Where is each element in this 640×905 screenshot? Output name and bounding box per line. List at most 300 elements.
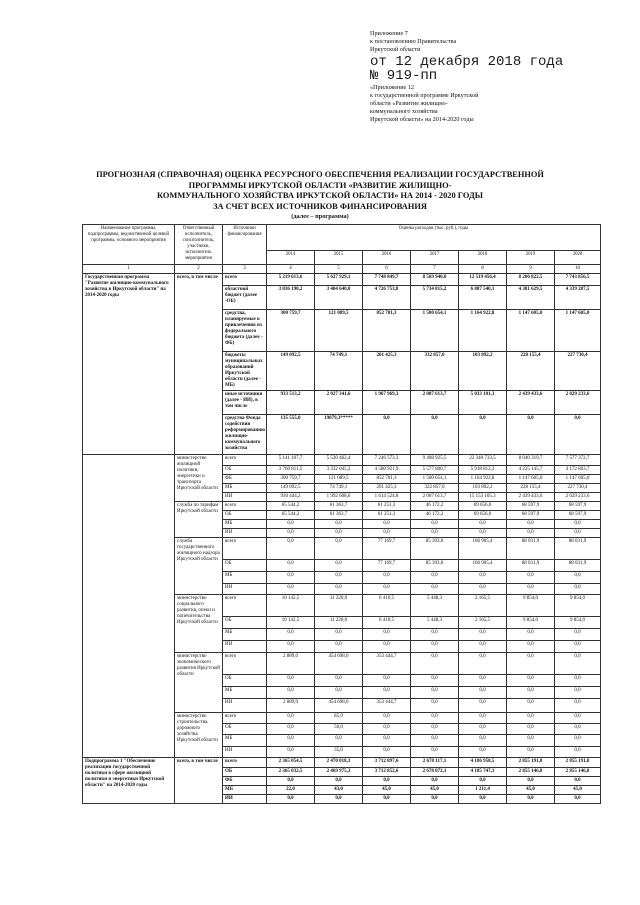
amount-cell: 10 142,5	[267, 617, 315, 629]
amount-cell: 2 165,5	[459, 595, 507, 617]
title-line: ЗА СЧЕТ ВСЕХ ИСТОЧНИКОВ ФИНАНСИРОВАНИЯ	[213, 201, 427, 211]
amount-cell: 7 748 849,7	[363, 274, 411, 286]
amount-cell: 0,0	[555, 572, 601, 584]
amount-cell: 300 759,7	[267, 310, 315, 352]
amount-cell: 0,0	[411, 724, 459, 735]
source-cell: всего	[223, 758, 267, 768]
amount-cell: 2 365 032,5	[267, 768, 315, 777]
amount-cell: 8 569 940,0	[411, 274, 459, 286]
appendix-line: Приложение 7	[370, 30, 408, 37]
amount-cell: 2 855 191,8	[507, 758, 555, 768]
amount-cell: 5 141 107,7	[267, 455, 315, 466]
amount-cell: 50,0	[315, 724, 363, 735]
amount-cell: 0,0	[411, 713, 459, 724]
amount-cell: 0,0	[411, 529, 459, 538]
source-cell: ИИ	[223, 795, 267, 804]
amount-cell: 0,0	[555, 747, 601, 758]
column-number: 3	[223, 265, 267, 274]
amount-cell: 227 730,4	[555, 352, 601, 391]
amount-cell: 5 918 812,2	[459, 466, 507, 475]
amount-cell: 0,0	[507, 584, 555, 595]
amount-cell: 5 520 462,4	[315, 455, 363, 466]
amount-cell: 0,0	[267, 777, 315, 786]
amount-cell: 15 153 105,3	[459, 493, 507, 502]
source-cell: ОБ	[223, 675, 267, 687]
amount-cell: 0,0	[267, 747, 315, 758]
amount-cell: 35,0	[315, 747, 363, 758]
amount-cell: 2 165,5	[459, 617, 507, 629]
amount-cell: 0,0	[507, 520, 555, 529]
amount-cell: 0,0	[555, 520, 601, 529]
header-year: 2020	[555, 251, 601, 265]
amount-cell: 2 855 146,8	[507, 768, 555, 777]
amount-cell: 3 332 045,2	[315, 466, 363, 475]
amount-cell: 85 393,0	[411, 560, 459, 572]
amount-cell: 61 363,7	[315, 502, 363, 511]
amount-cell: 46 172,2	[411, 511, 459, 520]
column-number: 2	[175, 265, 223, 274]
amount-cell: 0,0	[267, 584, 315, 595]
source-cell: ИИ	[223, 747, 267, 758]
executor-cell: министерство жилищной политики, энергетики и транспорта Иркутской области	[175, 455, 223, 502]
amount-cell: 4 339 287,5	[555, 286, 601, 310]
source-cell: средства Фонда содействия реформированию жилищно-коммунального хозяйства	[223, 415, 267, 455]
amount-cell: 228 155,4	[507, 484, 555, 493]
amount-cell: 85 393,0	[411, 538, 459, 560]
amount-cell: 7 743 856,5	[555, 274, 601, 286]
amount-cell: 2 027 341,6	[315, 391, 363, 415]
column-number: 6	[363, 265, 411, 274]
amount-cell: 11 220,0	[315, 617, 363, 629]
header-executor: Ответственный исполнитель, соисполнитель, участники, исполнитель мероприятия	[175, 225, 223, 265]
amount-cell: 88 031,9	[555, 560, 601, 572]
source-cell: всего	[223, 538, 267, 560]
amount-cell: 0,0	[411, 584, 459, 595]
amount-cell: 103 892,2	[459, 352, 507, 391]
title-line: ПРОГРАММЫ ИРКУТСКОЙ ОБЛАСТИ «РАЗВИТИЕ ЖИЛИЩНО-	[188, 180, 452, 190]
column-number: 9	[507, 265, 555, 274]
amount-cell: 0,0	[459, 584, 507, 595]
amount-cell: 0,0	[315, 520, 363, 529]
amount-cell: 1 164 922,8	[459, 475, 507, 484]
amount-cell: 0,0	[363, 747, 411, 758]
amount-cell: 0,0	[459, 747, 507, 758]
amount-cell: 0,0	[459, 735, 507, 747]
title-line: КОММУНАЛЬНОГО ХОЗЯЙСТВА ИРКУТСКОЙ ОБЛАСТИ» НА 2014 - 2020 ГОДЫ	[157, 191, 483, 201]
amount-cell: 2 855 191,8	[555, 758, 601, 768]
amount-cell: 0,0	[315, 529, 363, 538]
source-cell: ФБ	[223, 475, 267, 484]
amount-cell: 88 031,9	[555, 538, 601, 560]
amount-cell: 4 381 629,5	[507, 286, 555, 310]
amount-cell: 0,0	[363, 777, 411, 786]
source-cell: всего	[223, 595, 267, 617]
amount-cell: 0,0	[555, 777, 601, 786]
amount-cell: 1 147 605,0	[555, 475, 601, 484]
amount-cell: 4 186 958,5	[459, 758, 507, 768]
amount-cell: 2 439 433,6	[507, 493, 555, 502]
amount-cell: 0,0	[411, 415, 459, 455]
amount-cell: 74 749,1	[315, 352, 363, 391]
source-cell: ФБ	[223, 777, 267, 786]
amount-cell: 852 701,3	[363, 310, 411, 352]
amount-cell: 103 892,2	[459, 484, 507, 493]
header-program: Наименование программы, подпрограммы, ведомственной целевой программы, основного мероприятия	[83, 225, 175, 265]
amount-cell: 0,0	[267, 629, 315, 641]
amount-cell: 6 887 540,1	[459, 286, 507, 310]
source-cell: ИИ	[223, 529, 267, 538]
amount-cell: 3 836 190,2	[267, 286, 315, 310]
source-cell: всего	[223, 653, 267, 675]
amount-cell: 0,0	[363, 713, 411, 724]
amount-cell: 0,0	[555, 699, 601, 713]
amount-cell: 0,0	[315, 560, 363, 572]
amount-cell: 2 007 613,7	[411, 391, 459, 415]
source-cell: ОБ	[223, 724, 267, 735]
amount-cell: 5 577 800,7	[411, 466, 459, 475]
amount-cell: 0,0	[411, 795, 459, 804]
amount-cell: 4 726 753,8	[363, 286, 411, 310]
amount-cell: 0,0	[411, 687, 459, 699]
amount-cell: 0,0	[459, 653, 507, 675]
amount-cell: 0,0	[507, 713, 555, 724]
amount-cell: 45,0	[363, 786, 411, 795]
source-cell: ОБ	[223, 466, 267, 475]
amount-cell: 149 092,5	[267, 484, 315, 493]
appendix-line: к постановлению Правительства	[370, 38, 457, 46]
table-row	[83, 274, 601, 286]
amount-cell: 46 172,2	[411, 502, 459, 511]
amount-cell: 852 701,3	[363, 475, 411, 484]
amount-cell: 149 092,5	[267, 352, 315, 391]
amount-cell: 0,0	[459, 529, 507, 538]
amount-cell: 0,0	[315, 538, 363, 560]
amount-cell: 4 580 921,9	[363, 466, 411, 475]
amount-cell: 0,0	[555, 687, 601, 699]
amount-cell: 201 425,3	[363, 484, 411, 493]
amount-cell: 0,0	[315, 795, 363, 804]
program-name-cell: Подпрограмма 1 "Обеспечение реализации государственной политики в сфере жилищной политики и энергетики Иркутской области" на 2014-2020 годы	[83, 758, 175, 804]
amount-cell: 0,0	[267, 641, 315, 653]
amount-cell: 74 749,1	[315, 484, 363, 493]
amount-cell: 0,0	[267, 713, 315, 724]
amount-cell: 0,0	[459, 795, 507, 804]
amount-cell: 0,0	[315, 735, 363, 747]
amount-cell: 0,0	[459, 520, 507, 529]
appendix-line: Иркутской области» на 2014-2020 годы	[370, 116, 474, 124]
source-cell: бюджеты муниципальных образований Иркутской области (далее - МБ)	[223, 352, 267, 391]
amount-cell: 2 365 054,5	[267, 758, 315, 768]
program-name-cell-empty	[83, 455, 175, 758]
amount-cell: 85,0	[315, 713, 363, 724]
amount-cell: 0,0	[555, 529, 601, 538]
amount-cell: 0,0	[267, 675, 315, 687]
amount-cell: 5 448,3	[411, 595, 459, 617]
amount-cell: 9 854,0	[555, 617, 601, 629]
amount-cell: 0,0	[555, 415, 601, 455]
amount-cell: 3 712 897,6	[363, 758, 411, 768]
appendix-block	[370, 30, 610, 125]
amount-cell: 0,0	[507, 735, 555, 747]
amount-cell: 1 967 969,3	[363, 391, 411, 415]
amount-cell: 0,0	[459, 641, 507, 653]
amount-cell: 454 698,0	[315, 653, 363, 675]
amount-cell: 0,0	[507, 529, 555, 538]
amount-cell: 2 470 018,3	[315, 758, 363, 768]
amount-cell: 0,0	[411, 777, 459, 786]
amount-cell: 65 544,2	[267, 511, 315, 520]
amount-cell: 0,0	[507, 572, 555, 584]
amount-cell: 9 854,0	[555, 595, 601, 617]
amount-cell: 0,0	[363, 687, 411, 699]
amount-cell: 930 444,2	[267, 493, 315, 502]
amount-cell: 0,0	[363, 529, 411, 538]
amount-cell: 4 185 747,1	[459, 768, 507, 777]
amount-cell: 0,0	[411, 520, 459, 529]
amount-cell: 22 340 733,5	[459, 455, 507, 466]
source-cell: МБ	[223, 629, 267, 641]
amount-cell: 0,0	[363, 675, 411, 687]
source-cell: всего	[223, 502, 267, 511]
amount-cell: 135 555,0	[267, 415, 315, 455]
amount-cell: 3 712 852,6	[363, 768, 411, 777]
executor-cell: министерство социального развития, опеки и попечительства Иркутской области	[175, 595, 223, 653]
amount-cell: 5 219 613,6	[267, 274, 315, 286]
amount-cell: 65 544,2	[267, 502, 315, 511]
amount-cell: 2 889,0	[267, 699, 315, 713]
amount-cell: 19079,3*****	[315, 415, 363, 455]
column-number: 1	[83, 265, 175, 274]
amount-cell: 88 031,9	[507, 538, 555, 560]
amount-cell: 69 656,0	[459, 502, 507, 511]
amount-cell: 0,0	[411, 699, 459, 713]
amount-cell: 5 627 929,1	[315, 274, 363, 286]
amount-cell: 0,0	[267, 538, 315, 560]
amount-cell: 0,0	[507, 795, 555, 804]
amount-cell: 2 469 975,3	[315, 768, 363, 777]
amount-cell: 0,0	[459, 675, 507, 687]
source-cell: ИИ	[223, 641, 267, 653]
amount-cell: 68 597,9	[507, 502, 555, 511]
amount-cell: 0,0	[411, 675, 459, 687]
amount-cell: 0,0	[363, 572, 411, 584]
amount-cell: 0,0	[507, 675, 555, 687]
amount-cell: 0,0	[315, 584, 363, 595]
amount-cell: 0,0	[363, 520, 411, 529]
amount-cell: 1 147 605,0	[555, 310, 601, 352]
amount-cell: 0,0	[459, 724, 507, 735]
amount-cell: 5 448,3	[411, 617, 459, 629]
executor-cell: служба государственного жилищного надзора Иркутской области	[175, 538, 223, 595]
source-cell: всего	[223, 274, 267, 286]
amount-cell: 0,0	[459, 629, 507, 641]
amount-cell: 454 698,0	[315, 699, 363, 713]
amount-cell: 0,0	[315, 675, 363, 687]
amount-cell: 8 206 822,5	[507, 274, 555, 286]
executor-cell: министерство строительства, дорожного хозяйства Иркутской области	[175, 713, 223, 758]
amount-cell: 1 614 524,8	[363, 493, 411, 502]
amount-cell: 1 147 605,0	[507, 310, 555, 352]
amount-cell: 0,0	[411, 572, 459, 584]
amount-cell: 0,0	[555, 675, 601, 687]
amount-cell: 22,0	[267, 786, 315, 795]
amount-cell: 0,0	[459, 415, 507, 455]
amount-cell: 0,0	[507, 641, 555, 653]
amount-cell: 2 889,0	[267, 653, 315, 675]
executor-cell: всего, в том числе	[175, 274, 223, 455]
amount-cell: 77 169,7	[363, 538, 411, 560]
source-cell: ОБ	[223, 560, 267, 572]
title-line: ПРОГНОЗНАЯ (СПРАВОЧНАЯ) ОЦЕНКА РЕСУРСНОГО ОБЕСПЕЧЕНИЯ РЕАЛИЗАЦИИ ГОСУДАРСТВЕННОЙ	[96, 170, 544, 179]
amount-cell: 68 597,9	[555, 511, 601, 520]
amount-cell: 0,0	[363, 795, 411, 804]
executor-cell: всего, в том числе	[175, 758, 223, 804]
amount-cell: 0,0	[363, 415, 411, 455]
title-note: (далее – программа)	[291, 213, 349, 221]
amount-cell: 0,0	[267, 795, 315, 804]
amount-cell: 1 147 605,0	[507, 475, 555, 484]
amount-cell: 69 656,0	[459, 511, 507, 520]
amount-cell: 8 040 319,7	[507, 455, 555, 466]
amount-cell: 43,0	[315, 786, 363, 795]
appendix-line: области «Развитие жилищно-	[370, 100, 448, 108]
amount-cell: 0,0	[555, 584, 601, 595]
header-year: 2018	[459, 251, 507, 265]
executor-cell: служба по тарифам Иркутской области	[175, 502, 223, 538]
resource-estimate-table	[82, 224, 601, 804]
amount-cell: 88 031,9	[507, 560, 555, 572]
amount-cell: 0,0	[267, 520, 315, 529]
appendix-line: Иркутской области	[370, 46, 421, 54]
header-year: 2019	[507, 251, 555, 265]
amount-cell: 0,0	[363, 735, 411, 747]
amount-cell: 9 408 925,5	[411, 455, 459, 466]
column-number: 8	[459, 265, 507, 274]
amount-cell: 1 211,4	[459, 786, 507, 795]
amount-cell: 0,0	[555, 735, 601, 747]
amount-cell: 228 155,4	[507, 352, 555, 391]
amount-cell: 0,0	[507, 415, 555, 455]
amount-cell: 0,0	[411, 653, 459, 675]
source-cell: МБ	[223, 520, 267, 529]
appendix-line: «Приложение 12	[370, 83, 415, 91]
amount-cell: 0,0	[267, 560, 315, 572]
amount-cell: 0,0	[507, 747, 555, 758]
amount-cell: 0,0	[459, 572, 507, 584]
amount-cell: 300 759,7	[267, 475, 315, 484]
column-number: 10	[555, 265, 601, 274]
resolution-number-stamp: № 919-пп	[370, 67, 438, 84]
resolution-date-stamp: от 12 декабря 2018 года	[370, 53, 564, 70]
amount-cell: 77 169,7	[363, 560, 411, 572]
amount-cell: 0,0	[507, 777, 555, 786]
source-cell: всего	[223, 455, 267, 466]
amount-cell: 45,0	[555, 786, 601, 795]
source-cell: ИИ	[223, 584, 267, 595]
table-row	[83, 758, 601, 768]
source-cell: МБ	[223, 572, 267, 584]
table-body	[83, 274, 601, 804]
appendix-line: коммунального хозяйства	[370, 108, 438, 116]
source-cell: ОБ	[223, 511, 267, 520]
amount-cell: 7 246 573,3	[363, 455, 411, 466]
header-year: 2014	[267, 251, 315, 265]
header-source: Источники финансирования	[223, 225, 267, 265]
amount-cell: 0,0	[507, 629, 555, 641]
source-cell: МБ	[223, 735, 267, 747]
amount-cell: 2 855 146,8	[555, 768, 601, 777]
amount-cell: 121 089,5	[315, 475, 363, 484]
amount-cell: 0,0	[459, 699, 507, 713]
source-cell: средства, планируемые к привлечению из федерального бюджета (далее - ФБ)	[223, 310, 267, 352]
amount-cell: 0,0	[315, 629, 363, 641]
amount-cell: 0,0	[267, 735, 315, 747]
amount-cell: 0,0	[315, 641, 363, 653]
amount-cell: 3 404 640,0	[315, 286, 363, 310]
amount-cell: 11 220,0	[315, 595, 363, 617]
amount-cell: 0,0	[363, 629, 411, 641]
appendix-line: к государственной программе Иркутской	[370, 91, 479, 99]
amount-cell: 1 500 654,1	[411, 475, 459, 484]
source-cell: ИИ	[223, 699, 267, 713]
column-number: 7	[411, 265, 459, 274]
amount-cell: 0,0	[267, 724, 315, 735]
amount-cell: 0,0	[363, 584, 411, 595]
amount-cell: 4 225 145,7	[507, 466, 555, 475]
source-cell: МБ	[223, 786, 267, 795]
amount-cell: 353 444,7	[363, 653, 411, 675]
amount-cell: 0,0	[411, 629, 459, 641]
header-year: 2015	[315, 251, 363, 265]
amount-cell: 0,0	[267, 687, 315, 699]
amount-cell: 0,0	[507, 724, 555, 735]
amount-cell: 0,0	[411, 735, 459, 747]
source-cell: ИИ	[223, 493, 267, 502]
amount-cell: 0,0	[507, 653, 555, 675]
amount-cell: 0,0	[411, 641, 459, 653]
amount-cell: 106 905,4	[459, 538, 507, 560]
executor-cell: министерство экономического развития Иркутской области	[175, 653, 223, 713]
amount-cell: 68 597,9	[507, 511, 555, 520]
source-cell: областной бюджет (далее -ОБ)	[223, 286, 267, 310]
amount-cell: 0,0	[459, 687, 507, 699]
amount-cell: 0,0	[315, 572, 363, 584]
amount-cell: 2 678 117,1	[411, 758, 459, 768]
amount-cell: 0,0	[267, 529, 315, 538]
amount-cell: 9 854,0	[507, 595, 555, 617]
amount-cell: 12 519 456,4	[459, 274, 507, 286]
source-cell: ОБ	[223, 617, 267, 629]
amount-cell: 6 410,5	[363, 595, 411, 617]
amount-cell: 61 251,3	[363, 511, 411, 520]
amount-cell: 0,0	[459, 777, 507, 786]
amount-cell: 0,0	[363, 724, 411, 735]
amount-cell: 201 425,3	[363, 352, 411, 391]
amount-cell: 7 577 372,7	[555, 455, 601, 466]
amount-cell: 0,0	[555, 724, 601, 735]
amount-cell: 0,0	[555, 795, 601, 804]
amount-cell: 0,0	[267, 572, 315, 584]
table-row	[83, 455, 601, 466]
amount-cell: 0,0	[459, 713, 507, 724]
amount-cell: 106 905,4	[459, 560, 507, 572]
amount-cell: 0,0	[363, 641, 411, 653]
amount-cell: 1 164 922,8	[459, 310, 507, 352]
amount-cell: 0,0	[507, 699, 555, 713]
amount-cell: 0,0	[555, 629, 601, 641]
amount-cell: 332 857,0	[411, 352, 459, 391]
source-cell: МБ	[223, 484, 267, 493]
